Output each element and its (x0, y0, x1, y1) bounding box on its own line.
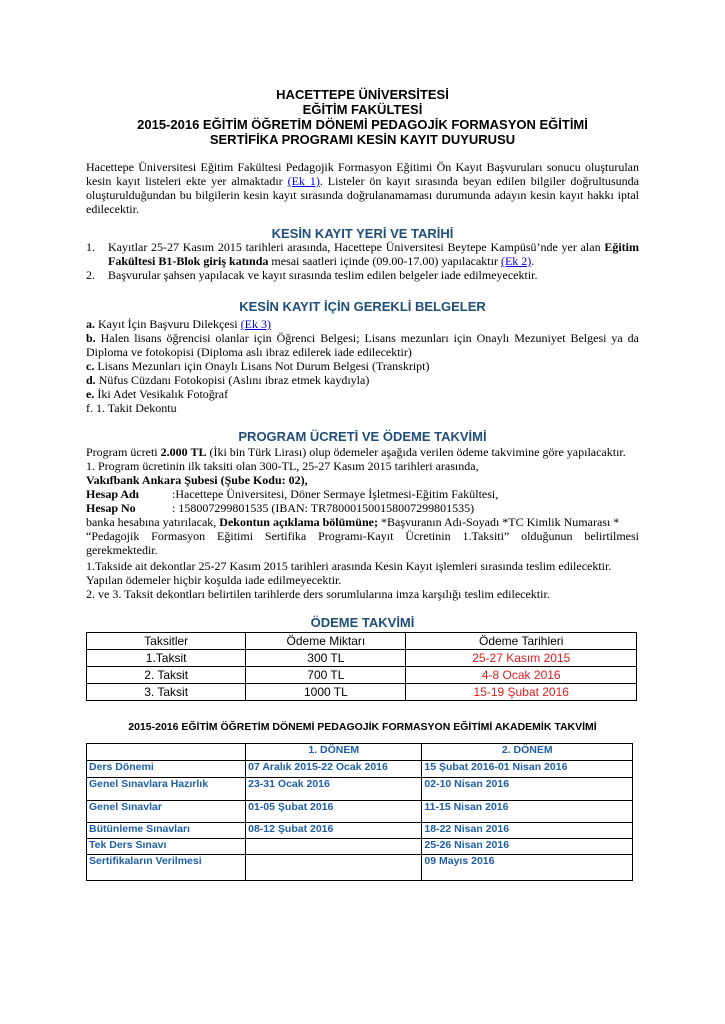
table-row (87, 667, 637, 684)
place-item-1-number: 1. (86, 240, 95, 254)
fee-line-1-text-2: (İki bin Türk Lirası) olup ödemeler aşağıda verilen ödeme takvimine göre yapılacaktır. (206, 445, 626, 459)
doc-item-e (86, 387, 639, 401)
table-row (87, 823, 633, 839)
doc-item-f: f. 1. Takit Dekontu (86, 401, 177, 415)
doc-item-b-label: b. (86, 331, 96, 345)
place-item-1-bold-2: Fakültesi B1-Blok giriş katında (108, 254, 269, 268)
column-header: Ödeme Tarihleri (406, 633, 637, 650)
account-number-label: Hesap No (86, 501, 136, 515)
term-1-cell: 23-31 Ocak 2016 (246, 778, 422, 801)
annex-3-link[interactable]: (Ek 3) (240, 317, 271, 331)
fee-line-11: 2. ve 3. Taksit dekontları belirtilen tarihlerde ders sorumlularına imza karşılığı teslim edilecektir. (86, 587, 550, 601)
fee-line-1 (86, 445, 639, 459)
doc-item-b (86, 331, 639, 359)
column-header (87, 744, 246, 761)
fee-line-2: 1. Program ücretinin ilk taksiti olan 300-TL, 25-27 Kasım 2015 tarihleri arasında, (86, 459, 479, 473)
table-header-row (87, 633, 637, 650)
term-1-cell (246, 839, 422, 855)
doc-item-c (86, 359, 639, 373)
place-item-1 (86, 240, 639, 268)
row-label: Bütünleme Sınavları (87, 823, 246, 839)
intro-text-1: Hacettepe Üniversitesi Eğitim Fakültesi Pedagojik Formasyon Eğitimi Ön Kayıt Başvuruları sonucu oluşturulan kesin kayıt listeleri ekte yer almaktadır (86, 160, 639, 188)
payment-schedule-heading: ÖDEME TAKVİMİ (310, 615, 415, 630)
row-label: Genel Sınavlara Hazırlık (87, 778, 246, 801)
row-label: Tek Ders Sınavı (87, 839, 246, 855)
amount-cell: 300 TL (246, 650, 406, 667)
place-item-1-end: . (531, 254, 535, 268)
fee-line-6-text: banka hesabına yatırılacak, (86, 515, 220, 529)
place-item-2 (86, 268, 639, 282)
place-item-1-text: Kayıtlar 25-27 Kasım 2015 tarihleri arasında, Hacettepe Üniversitesi Beytepe Kampüsü’nde yer alan (108, 240, 605, 254)
table-row (87, 839, 633, 855)
installment-cell: 2. Taksit (87, 667, 246, 684)
doc-item-e-text: İki Adet Vesikalık Fotoğraf (94, 387, 229, 401)
section-heading-documents: KESİN KAYIT İÇİN GEREKLİ BELGELER (239, 299, 486, 314)
account-name-value: :Hacettepe Üniversitesi, Döner Sermaye İşletmesi-Eğitim Fakültesi, (172, 487, 499, 501)
announcement-title: SERTİFİKA PROGRAMI KESİN KAYIT DUYURUSU (209, 132, 516, 147)
doc-item-b-text: Halen lisans öğrencisi olanlar için Öğrenci Belgesi; Lisans mezunları için Onaylı Mezuniyet Belgesi ya da Diploma ve fotokopisi (Diploma aslı ibraz edilerek iade edilecektir) (86, 331, 639, 359)
dates-cell: 25-27 Kasım 2015 (406, 650, 637, 667)
fee-line-8: gerekmektedir. (86, 543, 158, 557)
section-heading-place: KESİN KAYIT YERİ VE TARİHİ (271, 226, 454, 241)
dates-cell: 4-8 Ocak 2016 (406, 667, 637, 684)
annex-2-link[interactable]: (Ek 2) (500, 254, 532, 268)
table-row (87, 684, 637, 701)
amount-cell: 1000 TL (246, 684, 406, 701)
installment-cell: 3. Taksit (87, 684, 246, 701)
account-number-line (86, 501, 639, 515)
row-label: Genel Sınavlar (87, 801, 246, 823)
section-heading-fee: PROGRAM ÜCRETİ VE ÖDEME TAKVİMİ (238, 429, 487, 444)
payment-schedule-table (86, 632, 637, 701)
table-row (87, 761, 633, 778)
column-header: 2. DÖNEM (422, 744, 633, 761)
academic-calendar-title: 2015-2016 EĞİTİM ÖĞRETİM DÖNEMİ PEDAGOJİK FORMASYON EĞİTİMİ AKADEMİK TAKVİMİ (128, 721, 597, 733)
term-2-cell: 15 Şubat 2016-01 Nisan 2016 (422, 761, 633, 778)
place-item-2-text: Başvurular şahsen yapılacak ve kayıt sırasında teslim edilen belgeler iade edilmeyecektir. (108, 268, 538, 282)
fee-amount: 2.000 TL (160, 445, 207, 459)
fee-line-9: 1.Takside ait dekontlar 25-27 Kasım 2015 tarihleri arasında Kesin Kayıt işlemleri sırasında teslim edilecektir. (86, 559, 612, 573)
installment-cell: 1.Taksit (87, 650, 246, 667)
term-1-cell: 07 Aralık 2015-22 Ocak 2016 (246, 761, 422, 778)
fee-line-6 (86, 515, 639, 529)
bank-branch: Vakıfbank Ankara Şubesi (Şube Kodu: 02), (86, 473, 308, 487)
row-label: Sertifikaların Verilmesi (87, 855, 246, 881)
term-2-cell: 09 Mayıs 2016 (422, 855, 633, 881)
academic-calendar-table (86, 743, 633, 881)
doc-item-d-label: d. (86, 373, 96, 387)
doc-item-a (86, 317, 639, 331)
term-1-cell: 08-12 Şubat 2016 (246, 823, 422, 839)
term-2-cell: 02-10 Nisan 2016 (422, 778, 633, 801)
term-2-cell: 25-26 Nisan 2016 (422, 839, 633, 855)
doc-item-d-text: Nüfus Cüzdanı Fotokopisi (Aslını ibraz etmek kaydıyla) (95, 373, 370, 387)
annex-1-link[interactable]: (Ek 1) (287, 174, 320, 188)
term-2-cell: 18-22 Nisan 2016 (422, 823, 633, 839)
account-name-label: Hesap Adı (86, 487, 140, 501)
table-header-row (87, 744, 633, 761)
university-title: HACETTEPE ÜNİVERSİTESİ (276, 87, 449, 102)
table-row (87, 855, 633, 881)
term-1-cell: 01-05 Şubat 2016 (246, 801, 422, 823)
table-row (87, 778, 633, 801)
place-item-2-number: 2. (86, 268, 95, 282)
intro-text-2: . Listeler ön kayıt sırasında beyan edilen bilgiler doğrultusunda oluşturulduğundan bu bilgilerin kesin kayıt sırasında doğrulanamaması durumunda adayın kesin kayıt hakkı iptal edilecektir. (86, 174, 639, 216)
fee-line-10: Yapılan ödemeler hiçbir koşulda iade edilmeyecektir. (86, 573, 342, 587)
fee-line-6-bold: Dekontun açıklama bölümüne; (219, 515, 378, 529)
fee-line-1-text: Program ücreti (86, 445, 161, 459)
column-header: 1. DÖNEM (246, 744, 422, 761)
doc-item-a-text: Kayıt İçin Başvuru Dilekçesi (95, 317, 241, 331)
column-header: Taksitler (87, 633, 246, 650)
table-row (87, 650, 637, 667)
doc-item-e-label: e. (86, 387, 95, 401)
dates-cell: 15-19 Şubat 2016 (406, 684, 637, 701)
doc-item-d (86, 373, 639, 387)
doc-item-c-label: c. (86, 359, 95, 373)
row-label: Ders Dönemi (87, 761, 246, 778)
account-number-value: : 158007299801535 (IBAN: TR780001500158007299801535) (172, 501, 475, 515)
term-2-cell: 11-15 Nisan 2016 (422, 801, 633, 823)
amount-cell: 700 TL (246, 667, 406, 684)
table-row (87, 801, 633, 823)
intro-paragraph (86, 160, 639, 216)
fee-line-7: “Pedagojik Formasyon Eğitimi Sertifika Programı-Kayıt Ücretinin 1.Taksiti” olduğunun belirtilmesi (86, 529, 639, 543)
faculty-title: EĞİTİM FAKÜLTESİ (302, 102, 423, 117)
doc-item-c-text: Lisans Mezunları için Onaylı Lisans Not Durum Belgesi (Transkript) (94, 359, 430, 373)
place-item-1-bold-1: Eğitim (604, 240, 639, 254)
place-item-1-text-2: mesai saatleri içinde (09.00-17.00) yapılacaktır (268, 254, 501, 268)
term-1-cell (246, 855, 422, 881)
doc-item-a-label: a. (86, 317, 95, 331)
account-name-line (86, 487, 639, 501)
fee-line-6-text-2: *Başvuranın Adı-Soyadı *TC Kimlik Numarası * (377, 515, 620, 529)
column-header: Ödeme Miktarı (246, 633, 406, 650)
program-title: 2015-2016 EĞİTİM ÖĞRETİM DÖNEMİ PEDAGOJİK FORMASYON EĞİTİMİ (137, 117, 588, 132)
